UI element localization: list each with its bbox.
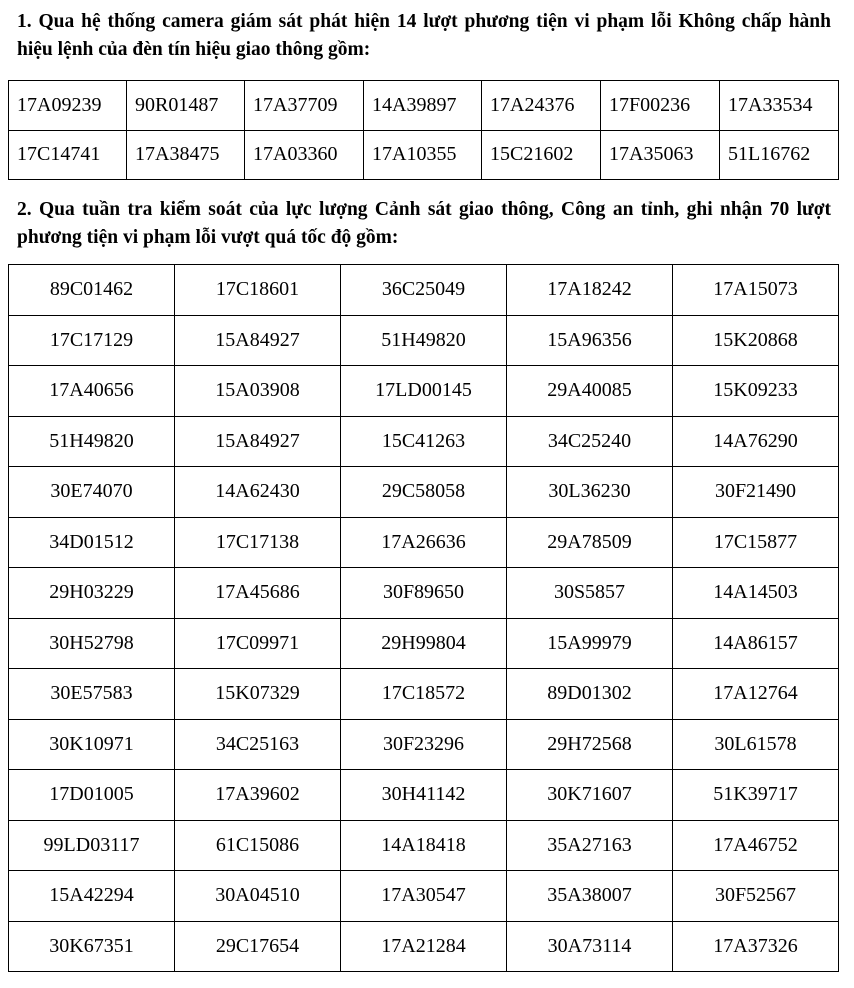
plate-cell: 30E74070 [9, 467, 175, 518]
table-row [9, 921, 839, 972]
plate-cell: 17C17129 [9, 315, 175, 366]
plate-cell: 99LD03117 [9, 820, 175, 871]
plate-cell: 29H72568 [507, 719, 673, 770]
plate-cell: 17A09239 [9, 81, 127, 131]
plate-cell: 15K20868 [673, 315, 839, 366]
plate-cell: 17A35063 [601, 130, 720, 180]
plate-cell: 15C41263 [341, 416, 507, 467]
table-row [9, 315, 839, 366]
plate-cell: 30L36230 [507, 467, 673, 518]
plate-cell: 17A03360 [245, 130, 364, 180]
plate-cell: 17A18242 [507, 265, 673, 316]
plate-cell: 30E57583 [9, 669, 175, 720]
plate-cell: 89D01302 [507, 669, 673, 720]
plate-cell: 30H41142 [341, 770, 507, 821]
plate-cell: 51L16762 [720, 130, 839, 180]
plate-cell: 17A37709 [245, 81, 364, 131]
plate-cell: 51K39717 [673, 770, 839, 821]
plate-cell: 30K10971 [9, 719, 175, 770]
plate-cell: 14A39897 [364, 81, 482, 131]
plate-cell: 17D01005 [9, 770, 175, 821]
table-row [9, 719, 839, 770]
plate-cell: 15A99979 [507, 618, 673, 669]
table-row [9, 517, 839, 568]
plate-cell: 17C15877 [673, 517, 839, 568]
plate-cell: 17A37326 [673, 921, 839, 972]
plate-cell: 30K71607 [507, 770, 673, 821]
plate-cell: 15C21602 [482, 130, 601, 180]
plate-cell: 14A18418 [341, 820, 507, 871]
plate-cell: 17A46752 [673, 820, 839, 871]
plate-cell: 17A26636 [341, 517, 507, 568]
plate-cell: 29H03229 [9, 568, 175, 619]
plate-cell: 14A76290 [673, 416, 839, 467]
table-row [9, 770, 839, 821]
plate-cell: 15A84927 [175, 315, 341, 366]
plate-cell: 30S5857 [507, 568, 673, 619]
plate-cell: 17C09971 [175, 618, 341, 669]
plate-cell: 29H99804 [341, 618, 507, 669]
plate-cell: 15A42294 [9, 871, 175, 922]
plate-cell: 51H49820 [341, 315, 507, 366]
plate-cell: 61C15086 [175, 820, 341, 871]
plate-cell: 30F23296 [341, 719, 507, 770]
plate-cell: 17A15073 [673, 265, 839, 316]
plate-cell: 17A45686 [175, 568, 341, 619]
plate-cell: 34C25240 [507, 416, 673, 467]
table-row [9, 618, 839, 669]
plate-cell: 35A27163 [507, 820, 673, 871]
plate-cell: 17A39602 [175, 770, 341, 821]
table-row [9, 820, 839, 871]
plate-cell: 29C58058 [341, 467, 507, 518]
table-row [9, 568, 839, 619]
plate-cell: 17F00236 [601, 81, 720, 131]
plate-cell: 17A24376 [482, 81, 601, 131]
table-row [9, 130, 839, 180]
plate-cell: 17C18601 [175, 265, 341, 316]
plate-cell: 29A40085 [507, 366, 673, 417]
plate-cell: 29C17654 [175, 921, 341, 972]
plate-cell: 30A04510 [175, 871, 341, 922]
plate-cell: 36C25049 [341, 265, 507, 316]
plate-cell: 17A33534 [720, 81, 839, 131]
section-1-heading: 1. Qua hệ thống camera giám sát phát hiện 14 lượt phương tiện vi phạm lỗi Không chấp hành hiệu lệnh của đèn tín hiệu giao thông gồm: [17, 11, 831, 60]
plate-cell: 30K67351 [9, 921, 175, 972]
plate-cell: 17A10355 [364, 130, 482, 180]
plate-cell: 15A03908 [175, 366, 341, 417]
plate-cell: 14A86157 [673, 618, 839, 669]
plate-cell: 90R01487 [127, 81, 245, 131]
plate-cell: 15A84927 [175, 416, 341, 467]
plate-cell: 30A73114 [507, 921, 673, 972]
plate-cell: 17C17138 [175, 517, 341, 568]
plate-cell: 51H49820 [9, 416, 175, 467]
plate-cell: 29A78509 [507, 517, 673, 568]
plate-cell: 17C18572 [341, 669, 507, 720]
plate-cell: 89C01462 [9, 265, 175, 316]
plate-cell: 17A12764 [673, 669, 839, 720]
plate-cell: 30F89650 [341, 568, 507, 619]
plate-cell: 17C14741 [9, 130, 127, 180]
plate-cell: 30F21490 [673, 467, 839, 518]
plate-cell: 14A62430 [175, 467, 341, 518]
table-row [9, 467, 839, 518]
plate-cell: 14A14503 [673, 568, 839, 619]
plate-cell: 15K09233 [673, 366, 839, 417]
plate-cell: 17LD00145 [341, 366, 507, 417]
table-row [9, 669, 839, 720]
speeding-violations-table [8, 264, 839, 972]
table-row [9, 416, 839, 467]
plate-cell: 30F52567 [673, 871, 839, 922]
plate-cell: 17A21284 [341, 921, 507, 972]
table-row [9, 366, 839, 417]
table-row [9, 871, 839, 922]
plate-cell: 30L61578 [673, 719, 839, 770]
plate-cell: 17A30547 [341, 871, 507, 922]
section-2-heading: 2. Qua tuần tra kiểm soát của lực lượng Cảnh sát giao thông, Công an tỉnh, ghi nhận 70 lượt phương tiện vi phạm lỗi vượt quá tốc độ gồm: [17, 199, 831, 248]
table-row [9, 81, 839, 131]
plate-cell: 15K07329 [175, 669, 341, 720]
plate-cell: 34D01512 [9, 517, 175, 568]
plate-cell: 30H52798 [9, 618, 175, 669]
plate-cell: 34C25163 [175, 719, 341, 770]
plate-cell: 15A96356 [507, 315, 673, 366]
plate-cell: 35A38007 [507, 871, 673, 922]
plate-cell: 17A38475 [127, 130, 245, 180]
red-light-violations-table [8, 80, 839, 180]
plate-cell: 17A40656 [9, 366, 175, 417]
table-row [9, 265, 839, 316]
